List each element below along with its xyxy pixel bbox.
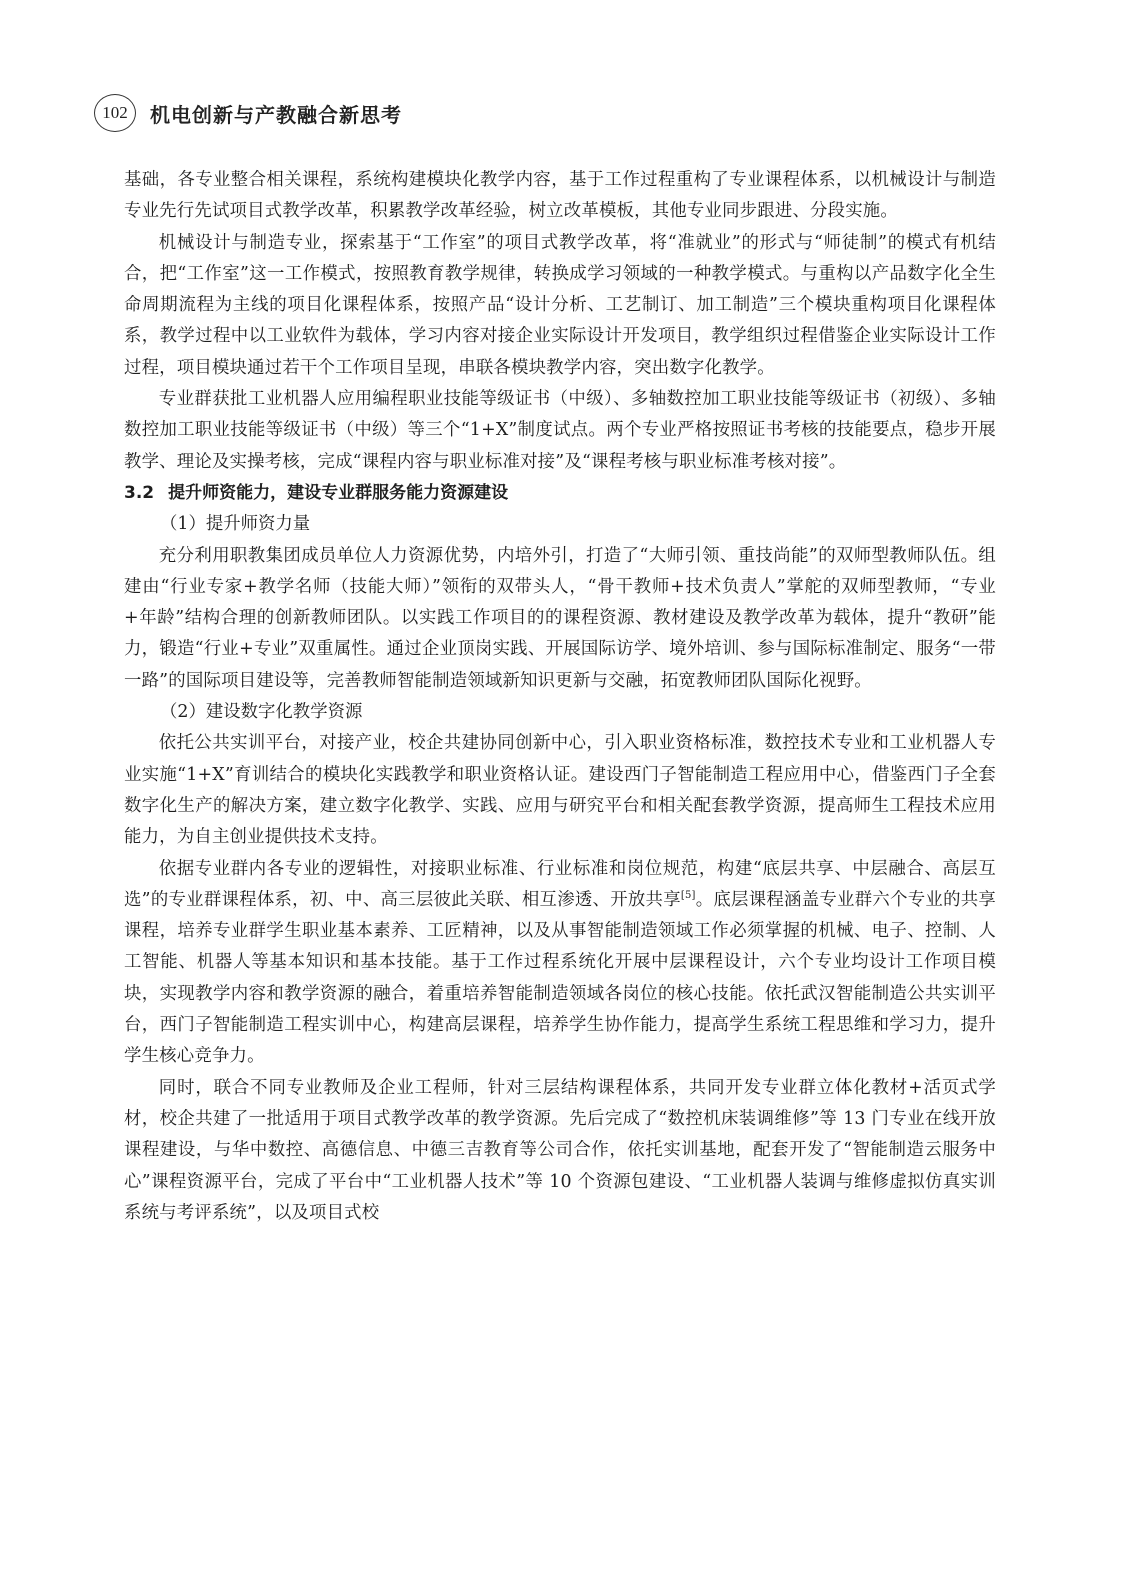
body-text [124,165,996,1229]
citation-reference: [5] [680,890,696,902]
section-number: 3.2 [124,482,155,503]
paragraph: 基础，各专业整合相关课程，系统构建模块化教学内容，基于工作过程重构了专业课程体系，以机械设计与制造专业先行先试项目式教学改革，积累教学改革经验，树立改革模板，其他专业同步跟进、分段实施。 [124,170,996,222]
subsection-heading: （1）提升师资力量 [160,514,311,535]
paragraph: 专业群获批工业机器人应用编程职业技能等级证书（中级）、多轴数控加工职业技能等级证书（初级）、多轴数控加工职业技能等级证书（中级）等三个“1+X”制度试点。两个专业严格按照证书考核的技能要点，稳步开展教学、理论及实操考核，完成“课程内容与职业标准对接”及“课程考核与职业标准考核对接”。 [124,389,996,472]
section-title: 提升师资能力，建设专业群服务能力资源建设 [168,482,509,503]
paragraph-text: 依据专业群内各专业的逻辑性，对接职业标准、行业标准和岗位规范，构建“底层共享、中层融合、高层互选”的专业群课程体系，初、中、高三层彼此关联、相互渗透、开放共享 [124,858,996,910]
paragraph: 依托公共实训平台，对接产业，校企共建协同创新中心，引入职业资格标准，数控技术专业和工业机器人专业实施“1+X”育训结合的模块化实践教学和职业资格认证。建设西门子智能制造工程应用中心，借鉴西门子全套数字化生产的解决方案，建立数字化教学、实践、应用与研究平台和相关配套教学资源，提高师生工程技术应用能力，为自主创业提供技术支持。 [124,733,996,848]
paragraph: 充分利用职教集团成员单位人力资源优势，内培外引，打造了“大师引领、重技尚能”的双师型教师队伍。组建由“行业专家+教学名师（技能大师）”领衔的双带头人，“骨干教师+技术负责人”掌舵的双师型教师，“专业+年龄”结构合理的创新教师团队。以实践工作项目的的课程资源、教材建设及教学改革为载体，提升“教研”能力，锻造“行业+专业”双重属性。通过企业顶岗实践、开展国际访学、境外培训、参与国际标准制定、服务“一带一路”的国际项目建设等，完善教师智能制造领域新知识更新与交融，拓宽教师团队国际化视野。 [124,545,996,691]
page-number: 102 [94,94,136,132]
paragraph: 同时，联合不同专业教师及企业工程师，针对三层结构课程体系，共同开发专业群立体化教材+活页式学材，校企共建了一批适用于项目式教学改革的教学资源。先后完成了“数控机床装调维修”等 13 门专业在线开放课程建设，与华中数控、高德信息、中德三吉教育等公司合作，依托实训基地，配套开发了“智能制造云服务中心”课程资源平台，完成了平台中“工业机器人技术”等 10 个资源包建设、“工业机器人装调与维修虚拟仿真实训系统与考评系统”，以及项目式校 [124,1077,996,1223]
paragraph: 机械设计与制造专业，探索基于“工作室”的项目式教学改革，将“准就业”的形式与“师徒制”的模式有机结合，把“工作室”这一工作模式，按照教育教学规律，转换成学习领域的一种教学模式。与重构以产品数字化全生命周期流程为主线的项目化课程体系，按照产品“设计分析、工艺制订、加工制造”三个模块重构项目化课程体系，教学过程中以工业软件为载体，学习内容对接企业实际设计开发项目，教学组织过程借鉴企业实际设计工作过程，项目模块通过若干个工作项目呈现，串联各模块教学内容，突出数字化教学。 [124,232,996,378]
book-title: 机电创新与产教融合新思考 [150,102,402,127]
paragraph [124,854,996,1073]
page-header [94,90,402,136]
subsection-heading: （2）建设数字化教学资源 [160,702,363,723]
section-heading [124,478,996,509]
paragraph-text: 。底层课程涵盖专业群六个专业的共享课程，培养专业群学生职业基本素养、工匠精神，以及从事智能制造领域工作必须掌握的机械、电子、控制、人工智能、机器人等基本知识和基本技能。基于工作过程系统化开展中层课程设计，六个专业均设计工作项目模块，实现教学内容和教学资源的融合，着重培养智能制造领域各岗位的核心技能。依托武汉智能制造公共实训平台，西门子智能制造工程实训中心，构建高层课程，培养学生协作能力，提高学生系统工程思维和学习力，提升学生核心竞争力。 [124,889,996,1067]
